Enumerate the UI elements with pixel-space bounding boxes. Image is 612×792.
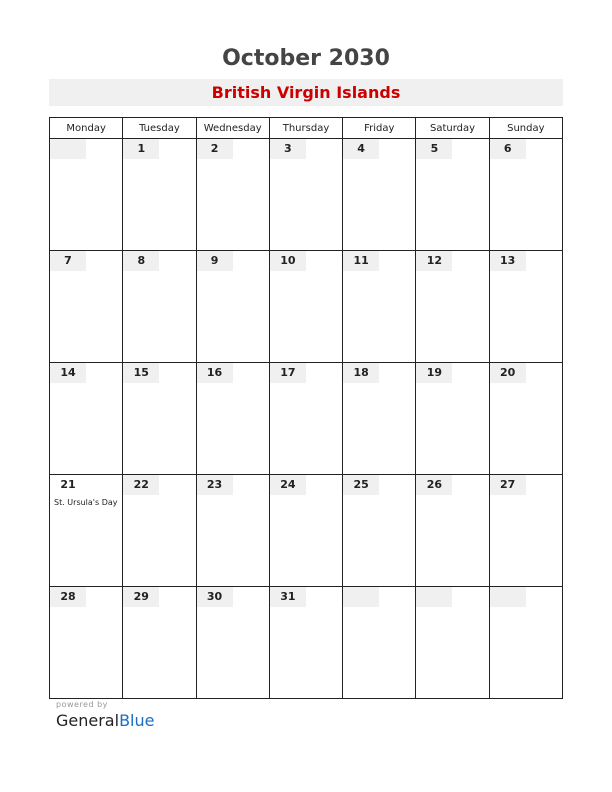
day-number: 12: [416, 251, 452, 271]
day-cell: [489, 475, 562, 587]
day-number: 1: [123, 139, 159, 159]
day-number: 13: [490, 251, 526, 271]
day-number: 17: [270, 363, 306, 383]
day-cell: [123, 475, 196, 587]
day-number: 10: [270, 251, 306, 271]
day-number: 7: [50, 251, 86, 271]
day-cell: [196, 251, 269, 363]
day-number: 3: [270, 139, 306, 159]
day-cell: [196, 139, 269, 251]
day-number: [490, 587, 526, 607]
weekday-header: Friday: [343, 118, 416, 139]
region-banner: British Virgin Islands: [49, 79, 563, 106]
day-cell: [489, 251, 562, 363]
day-cell: [416, 139, 489, 251]
day-number: 8: [123, 251, 159, 271]
day-cell: [269, 475, 342, 587]
logo-blue: Blue: [119, 711, 155, 730]
day-number: 22: [123, 475, 159, 495]
weekday-header: Tuesday: [123, 118, 196, 139]
day-cell: [269, 251, 342, 363]
footer-brand: [56, 700, 154, 730]
day-cell: [123, 139, 196, 251]
day-number: 18: [343, 363, 379, 383]
calendar-grid: [49, 117, 563, 699]
day-cell: [50, 251, 123, 363]
day-number: 2: [197, 139, 233, 159]
day-number: 20: [490, 363, 526, 383]
day-number: 26: [416, 475, 452, 495]
day-number: [416, 587, 452, 607]
week-row: [50, 251, 563, 363]
week-row: [50, 475, 563, 587]
day-cell: [489, 587, 562, 699]
day-number: 6: [490, 139, 526, 159]
weekday-header: Wednesday: [196, 118, 269, 139]
weekday-header: Thursday: [269, 118, 342, 139]
day-number: 31: [270, 587, 306, 607]
day-number: 5: [416, 139, 452, 159]
week-row: [50, 139, 563, 251]
day-number: 14: [50, 363, 86, 383]
generalblue-logo[interactable]: [56, 711, 154, 730]
weekday-header-row: [50, 118, 563, 139]
logo-general: General: [56, 711, 120, 730]
day-cell: [416, 363, 489, 475]
day-number: 30: [197, 587, 233, 607]
day-cell: [416, 251, 489, 363]
weekday-header: Sunday: [489, 118, 562, 139]
day-number: 29: [123, 587, 159, 607]
week-row: [50, 587, 563, 699]
holiday-label: St. Ursula's Day: [54, 498, 118, 507]
day-number: [50, 139, 86, 159]
day-cell: [343, 139, 416, 251]
day-cell: [416, 475, 489, 587]
day-cell: [196, 475, 269, 587]
day-cell: [50, 475, 123, 587]
day-number: 21: [50, 475, 86, 495]
day-number: 24: [270, 475, 306, 495]
day-cell: [489, 139, 562, 251]
day-cell: [50, 587, 123, 699]
day-cell: [343, 363, 416, 475]
day-cell: [269, 587, 342, 699]
day-cell: [269, 363, 342, 475]
day-number: 4: [343, 139, 379, 159]
powered-by-text: powered by: [56, 700, 108, 709]
day-number: 23: [197, 475, 233, 495]
day-cell: [343, 587, 416, 699]
day-number: [343, 587, 379, 607]
day-cell: [343, 251, 416, 363]
day-number: 27: [490, 475, 526, 495]
day-number: 15: [123, 363, 159, 383]
day-cell: [196, 363, 269, 475]
day-cell: [489, 363, 562, 475]
day-cell: [343, 475, 416, 587]
week-row: [50, 363, 563, 475]
day-cell: [196, 587, 269, 699]
calendar-title: October 2030: [222, 46, 390, 71]
day-cell: [416, 587, 489, 699]
day-number: 16: [197, 363, 233, 383]
day-cell: [50, 363, 123, 475]
day-number: 28: [50, 587, 86, 607]
day-cell: [123, 363, 196, 475]
weekday-header: Monday: [50, 118, 123, 139]
day-number: 11: [343, 251, 379, 271]
day-cell: [50, 139, 123, 251]
day-cell: [123, 587, 196, 699]
weekday-header: Saturday: [416, 118, 489, 139]
day-number: 19: [416, 363, 452, 383]
day-number: 25: [343, 475, 379, 495]
day-number: 9: [197, 251, 233, 271]
day-cell: [269, 139, 342, 251]
day-cell: [123, 251, 196, 363]
